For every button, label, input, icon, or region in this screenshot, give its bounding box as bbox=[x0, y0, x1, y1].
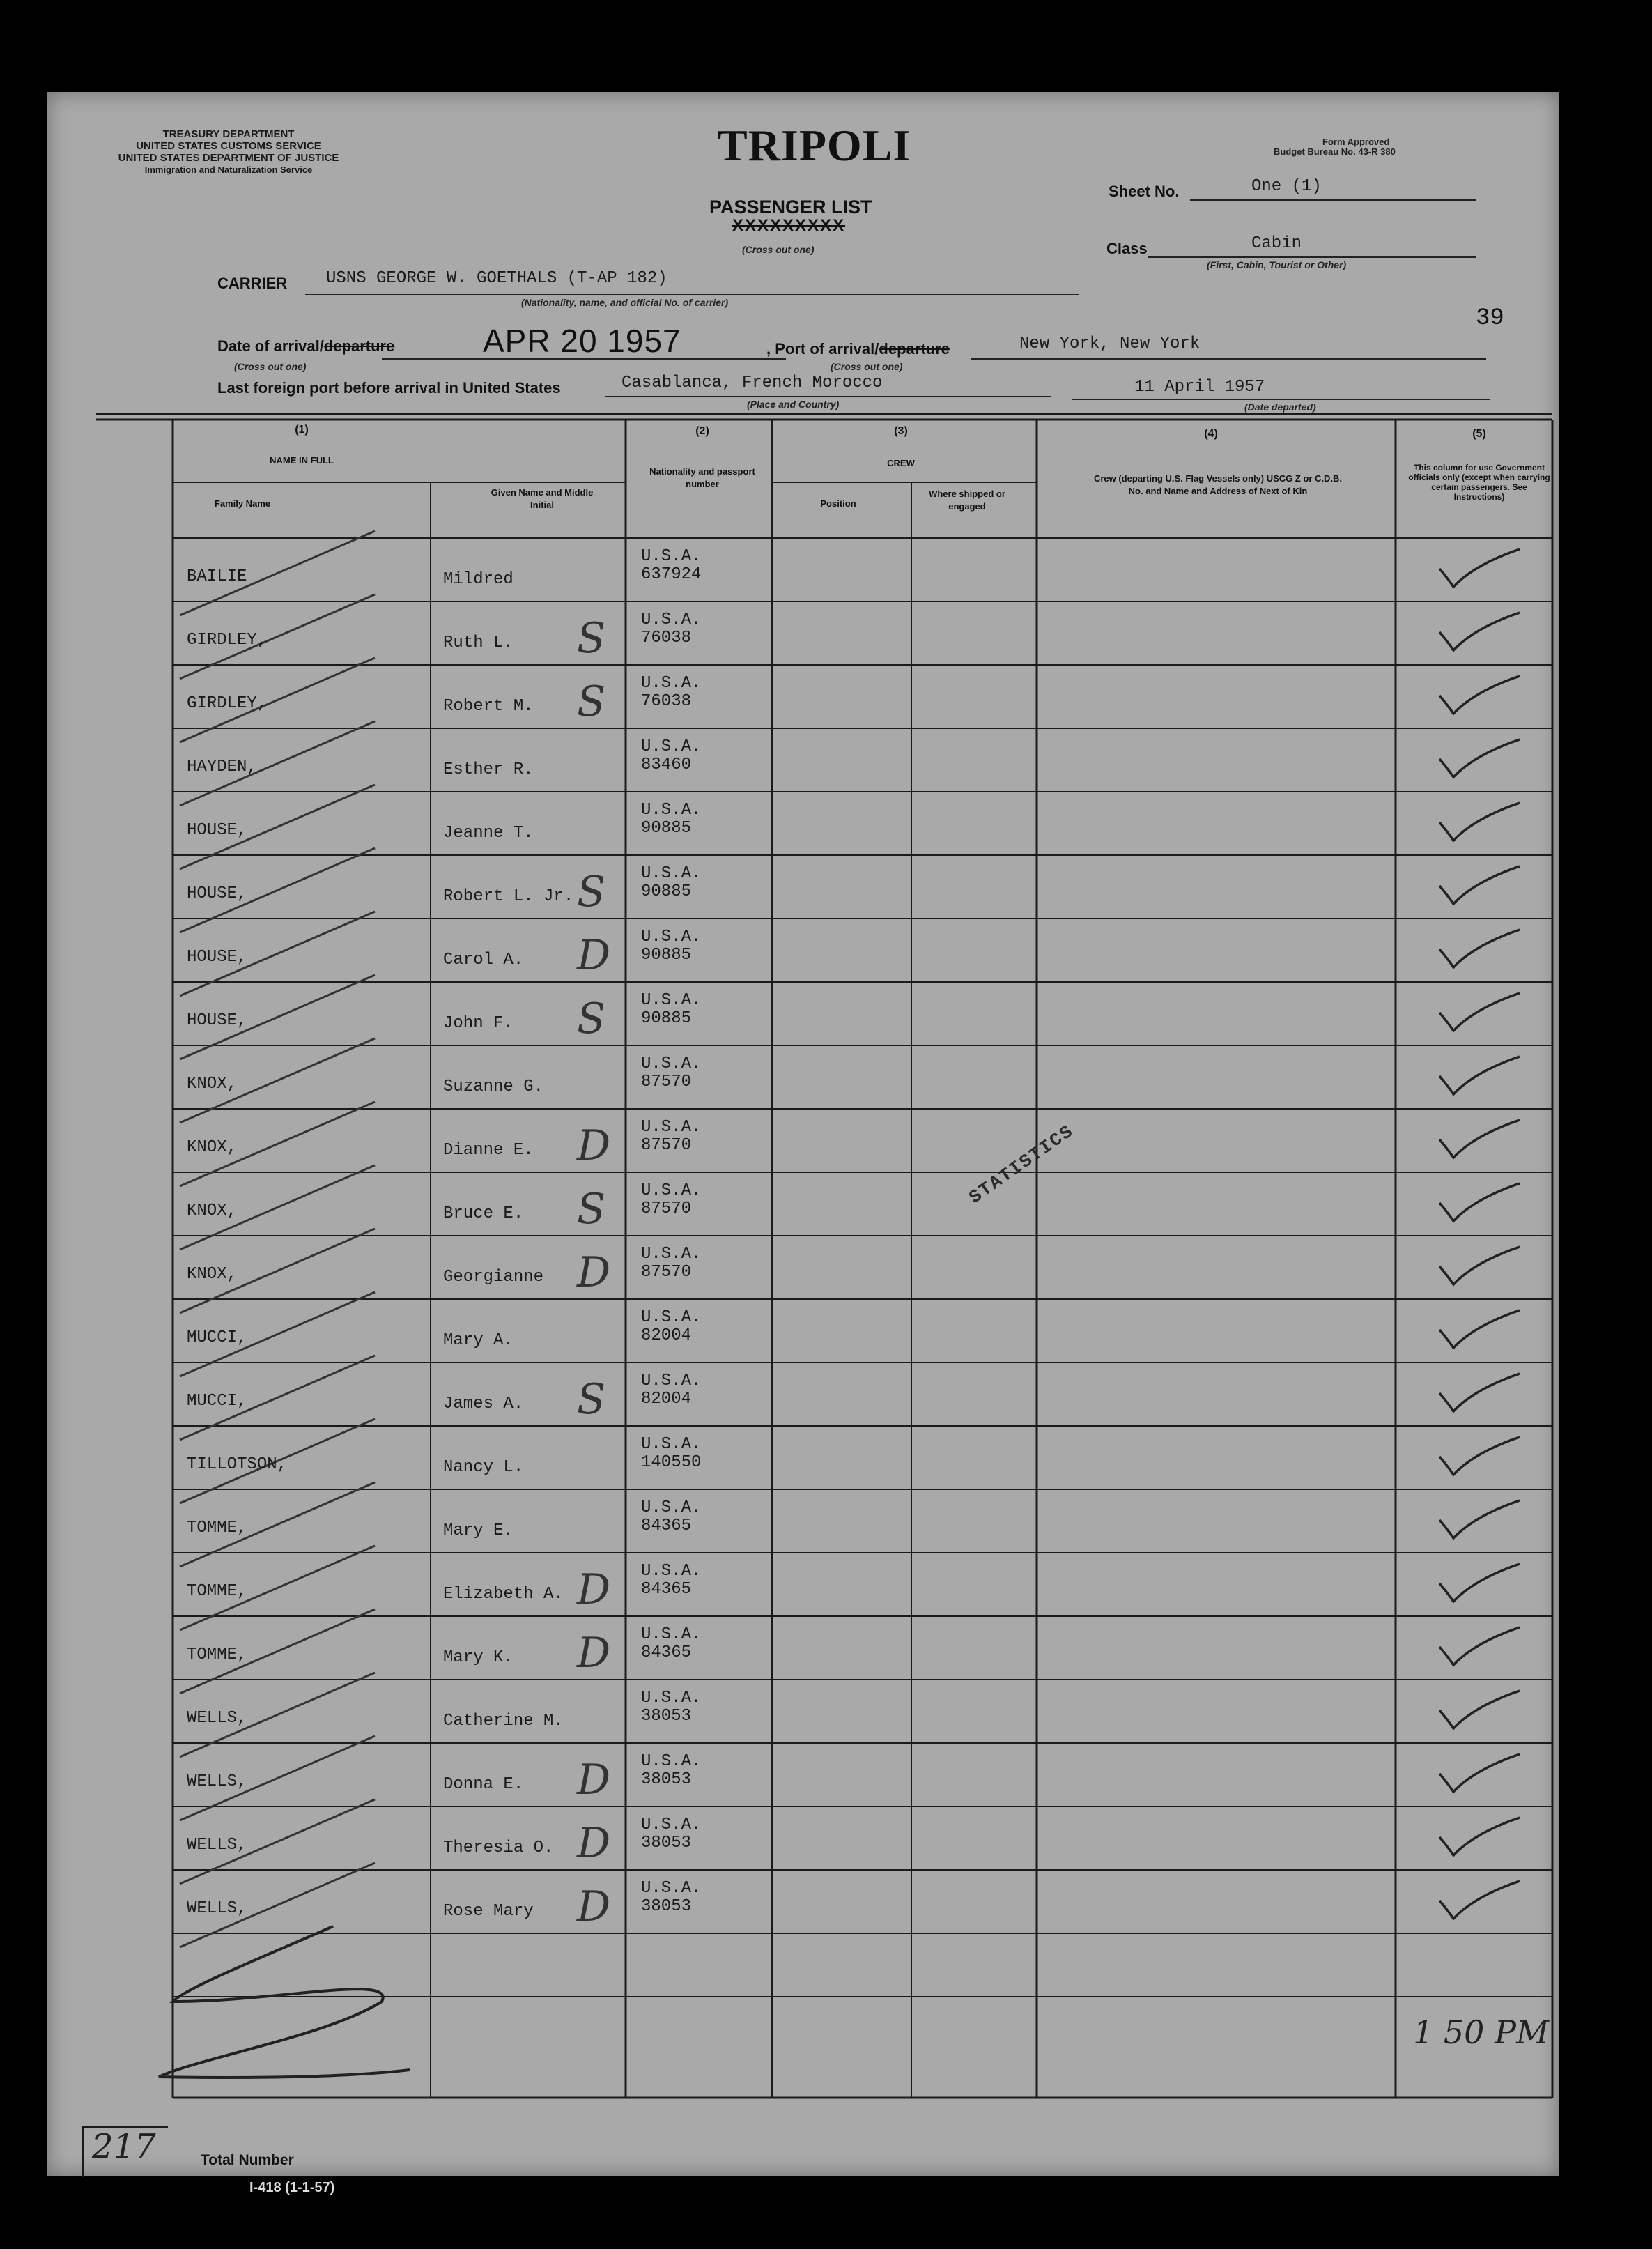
family-name-cell: KNOX, bbox=[187, 1202, 238, 1220]
document-sheet bbox=[47, 92, 1559, 2176]
family-name-cell: HAYDEN, bbox=[187, 758, 257, 776]
given-name-cell: John F. bbox=[443, 1014, 514, 1033]
family-name-cell: TOMME, bbox=[187, 1645, 247, 1664]
given-name-cell: Dianne E. bbox=[443, 1141, 534, 1160]
passport-number: 90885 bbox=[641, 819, 692, 838]
check-icon bbox=[1433, 1431, 1530, 1480]
nationality-text: U.S.A. bbox=[641, 1816, 702, 1834]
given-name-cell: Jeanne T. bbox=[443, 824, 534, 843]
form-approved: Form Approved bbox=[1322, 137, 1390, 147]
family-name-cell: MUCCI, bbox=[187, 1328, 247, 1347]
port-cross-hint: (Cross out one) bbox=[831, 361, 903, 372]
check-icon bbox=[1433, 1749, 1530, 1797]
col4-num: (4) bbox=[1204, 428, 1218, 440]
family-name-cell: WELLS, bbox=[187, 1709, 247, 1728]
nationality-text: U.S.A. bbox=[641, 1625, 702, 1644]
family-name-cell: WELLS, bbox=[187, 1836, 247, 1855]
table-row bbox=[47, 1109, 1559, 1172]
given-name-cell: Theresia O. bbox=[443, 1839, 554, 1857]
nationality-text: U.S.A. bbox=[641, 1435, 702, 1454]
passport-number: 82004 bbox=[641, 1326, 692, 1345]
passport-number: 38053 bbox=[641, 1770, 692, 1789]
handwritten-mark: S bbox=[577, 995, 606, 1043]
given-name-cell: Robert L. Jr. bbox=[443, 887, 574, 906]
nationality-cell bbox=[641, 1119, 701, 1155]
nationality-cell bbox=[641, 1499, 701, 1535]
nationality-text: U.S.A. bbox=[641, 1181, 702, 1200]
dept-line-1: TREASURY DEPARTMENT bbox=[162, 128, 295, 140]
nationality-text: U.S.A. bbox=[641, 737, 702, 756]
family-name-cell: TILLOTSON, bbox=[187, 1455, 288, 1474]
nationality-text: U.S.A. bbox=[641, 547, 702, 566]
given-name-cell: Catherine M. bbox=[443, 1712, 564, 1730]
nationality-cell bbox=[641, 1626, 701, 1662]
port-struck: departure bbox=[879, 340, 950, 358]
nationality-text: U.S.A. bbox=[641, 1879, 702, 1898]
form-number: I-418 (1-1-57) bbox=[249, 2180, 335, 2195]
passport-number: 140550 bbox=[641, 1453, 702, 1472]
nationality-cell bbox=[641, 1880, 701, 1916]
given-name-cell: Elizabeth A. bbox=[443, 1585, 564, 1604]
check-icon bbox=[1433, 544, 1530, 592]
table-row bbox=[47, 792, 1559, 855]
nationality-cell bbox=[641, 1055, 701, 1091]
family-name-cell: HOUSE, bbox=[187, 948, 247, 967]
handwritten-mark: S bbox=[577, 1185, 606, 1234]
check-icon bbox=[1433, 1622, 1530, 1671]
family-name-cell: KNOX, bbox=[187, 1265, 238, 1284]
check-icon bbox=[1433, 1875, 1530, 1924]
struck-word: XXXXXXXXX bbox=[732, 216, 846, 235]
passport-number: 38053 bbox=[641, 1897, 692, 1916]
handwritten-mark: D bbox=[577, 931, 611, 980]
handwritten-mark: S bbox=[577, 614, 606, 663]
given-name-cell: Nancy L. bbox=[443, 1458, 524, 1477]
given-name-cell: Bruce E. bbox=[443, 1204, 524, 1223]
handwritten-mark: D bbox=[577, 1629, 611, 1678]
handwritten-mark: D bbox=[577, 1121, 611, 1170]
last-port-value: Casablanca, French Morocco bbox=[622, 374, 883, 392]
port-label-text: , Port of arrival/ bbox=[766, 340, 879, 358]
nationality-cell bbox=[641, 1436, 701, 1472]
place-hint: (Place and Country) bbox=[747, 399, 840, 410]
family-name-cell: HOUSE, bbox=[187, 1011, 247, 1030]
nationality-cell bbox=[641, 1309, 701, 1345]
check-icon bbox=[1433, 988, 1530, 1036]
check-icon bbox=[1433, 1114, 1530, 1163]
given-name-cell: Esther R. bbox=[443, 760, 534, 779]
check-icon bbox=[1433, 1685, 1530, 1734]
total-number-label: Total Number bbox=[201, 2152, 294, 2168]
date-departed-hint: (Date departed) bbox=[1244, 401, 1316, 413]
statistics-stamp-text: STATISTICS bbox=[965, 1121, 1078, 1208]
col1-num: (1) bbox=[295, 424, 309, 436]
given-name-cell: Georgianne bbox=[443, 1268, 544, 1287]
nationality-cell bbox=[641, 1689, 701, 1726]
family-name-cell: GIRDLEY, bbox=[187, 631, 268, 650]
table-row bbox=[47, 665, 1559, 728]
where-shipped-header: Where shipped or engaged bbox=[929, 489, 1005, 512]
last-port-label: Last foreign port before arrival in United States bbox=[217, 379, 561, 397]
check-icon bbox=[1433, 1241, 1530, 1290]
nationality-cell bbox=[641, 1182, 701, 1218]
nationality-cell bbox=[641, 1563, 701, 1599]
given-name-cell: Rose Mary bbox=[443, 1902, 534, 1921]
cross-out-hint: (Cross out one) bbox=[742, 244, 815, 255]
given-name-cell: James A. bbox=[443, 1395, 524, 1413]
nationality-cell bbox=[641, 611, 701, 647]
passport-number: 82004 bbox=[641, 1390, 692, 1408]
check-icon bbox=[1433, 924, 1530, 973]
nationality-cell bbox=[641, 1245, 701, 1282]
check-icon bbox=[1433, 1051, 1530, 1100]
page-number: 39 bbox=[1476, 305, 1504, 332]
passport-number: 87570 bbox=[641, 1199, 692, 1218]
family-name-cell: KNOX, bbox=[187, 1138, 238, 1157]
nationality-cell bbox=[641, 738, 701, 774]
col3-num: (3) bbox=[894, 425, 908, 437]
check-icon bbox=[1433, 1368, 1530, 1417]
check-icon bbox=[1433, 734, 1530, 783]
check-icon bbox=[1433, 1558, 1530, 1607]
family-name-cell: WELLS, bbox=[187, 1772, 247, 1791]
nationality-text: U.S.A. bbox=[641, 1689, 702, 1707]
given-name-header: Given Name and Middle Initial bbox=[491, 487, 594, 510]
passport-number: 90885 bbox=[641, 1009, 692, 1028]
table-row bbox=[47, 1806, 1559, 1870]
nationality-text: U.S.A. bbox=[641, 1118, 702, 1137]
passport-number: 84365 bbox=[641, 1580, 692, 1599]
table-row bbox=[47, 1616, 1559, 1680]
given-name-cell: Mary A. bbox=[443, 1331, 514, 1350]
dept-line-4: Immigration and Naturalization Service bbox=[144, 164, 313, 175]
col1-title: NAME IN FULL bbox=[270, 455, 334, 466]
given-name-cell: Suzanne G. bbox=[443, 1077, 544, 1096]
crew-header: CREW bbox=[887, 458, 915, 468]
nationality-text: U.S.A. bbox=[641, 1308, 702, 1327]
table-row bbox=[47, 538, 1559, 601]
dept-line-3: UNITED STATES DEPARTMENT OF JUSTICE bbox=[118, 152, 339, 164]
check-icon bbox=[1433, 797, 1530, 846]
nationality-text: U.S.A. bbox=[641, 1498, 702, 1517]
given-name-cell: Carol A. bbox=[443, 951, 524, 969]
table-row bbox=[47, 601, 1559, 665]
nationality-cell bbox=[641, 1753, 701, 1789]
handwritten-mark: D bbox=[577, 1756, 611, 1804]
family-name-cell: BAILIE bbox=[187, 567, 247, 586]
handwritten-mark: S bbox=[577, 1375, 606, 1424]
date-struck: departure bbox=[323, 337, 395, 355]
table-row bbox=[47, 1172, 1559, 1236]
nationality-text: U.S.A. bbox=[641, 801, 702, 820]
passport-number: 90885 bbox=[641, 882, 692, 901]
check-icon bbox=[1433, 861, 1530, 909]
table-row bbox=[47, 1045, 1559, 1109]
total-number-value: 217 bbox=[92, 2127, 156, 2166]
position-header: Position bbox=[820, 498, 856, 509]
check-icon bbox=[1433, 1812, 1530, 1861]
given-name-cell: Mary E. bbox=[443, 1521, 514, 1540]
given-name-cell: Mary K. bbox=[443, 1648, 514, 1667]
table-row bbox=[47, 1489, 1559, 1553]
family-name-cell: TOMME, bbox=[187, 1582, 247, 1601]
handwritten-mark: D bbox=[577, 1882, 611, 1931]
nationality-text: U.S.A. bbox=[641, 611, 702, 629]
check-icon bbox=[1433, 670, 1530, 719]
govt-desc-header: This column for use Government officials only (except when carrying certain passengers. See Instructions) bbox=[1408, 463, 1550, 502]
handwritten-mark: S bbox=[577, 868, 606, 916]
table-row bbox=[47, 1426, 1559, 1489]
table-row bbox=[47, 1299, 1559, 1363]
nationality-cell bbox=[641, 992, 701, 1028]
col5-num: (5) bbox=[1472, 428, 1486, 440]
check-icon bbox=[1433, 1178, 1530, 1227]
nationality-text: U.S.A. bbox=[641, 991, 702, 1010]
passport-number: 90885 bbox=[641, 946, 692, 965]
passport-number: 76038 bbox=[641, 692, 692, 711]
given-name-cell: Donna E. bbox=[443, 1775, 524, 1794]
table-row bbox=[47, 1553, 1559, 1616]
sheet-label: Sheet No. bbox=[1109, 183, 1180, 200]
nationality-text: U.S.A. bbox=[641, 674, 702, 693]
passport-number: 87570 bbox=[641, 1136, 692, 1155]
nationality-cell bbox=[641, 1372, 701, 1408]
passport-number: 76038 bbox=[641, 629, 692, 647]
family-name-cell: HOUSE, bbox=[187, 884, 247, 903]
nationality-cell bbox=[641, 865, 701, 901]
passport-number: 87570 bbox=[641, 1263, 692, 1282]
nationality-cell bbox=[641, 801, 701, 838]
nationality-cell bbox=[641, 675, 701, 711]
table-row bbox=[47, 855, 1559, 919]
nationality-text: U.S.A. bbox=[641, 1054, 702, 1073]
nationality-header: Nationality and passport number bbox=[649, 466, 755, 489]
table-row bbox=[47, 1680, 1559, 1743]
given-name-cell: Robert M. bbox=[443, 697, 534, 716]
check-icon bbox=[1433, 1305, 1530, 1353]
nationality-text: U.S.A. bbox=[641, 1245, 702, 1264]
family-name-cell: TOMME, bbox=[187, 1519, 247, 1537]
given-name-cell: Ruth L. bbox=[443, 634, 514, 652]
carrier-hint: (Nationality, name, and official No. of carrier) bbox=[521, 297, 729, 308]
table-row bbox=[47, 728, 1559, 792]
passport-number: 87570 bbox=[641, 1073, 692, 1091]
arrival-date-stamp: APR 20 1957 bbox=[483, 323, 681, 359]
table-row bbox=[47, 982, 1559, 1045]
passport-number: 38053 bbox=[641, 1834, 692, 1852]
col2-num: (2) bbox=[695, 425, 709, 437]
nationality-cell bbox=[641, 928, 701, 965]
family-name-cell: MUCCI, bbox=[187, 1392, 247, 1411]
nationality-cell bbox=[641, 1816, 701, 1852]
handwritten-mark: D bbox=[577, 1819, 611, 1868]
date-label-text: Date of arrival/ bbox=[217, 337, 324, 355]
handwritten-time: 1 50 PM bbox=[1413, 2013, 1550, 2051]
family-name-cell: WELLS, bbox=[187, 1899, 247, 1918]
table-row bbox=[47, 1870, 1559, 1933]
family-name-cell: HOUSE, bbox=[187, 821, 247, 840]
dept-line-2: UNITED STATES CUSTOMS SERVICE bbox=[136, 140, 321, 152]
class-value: Cabin bbox=[1251, 234, 1302, 253]
nationality-text: U.S.A. bbox=[641, 1562, 702, 1581]
nationality-text: U.S.A. bbox=[641, 1372, 702, 1390]
family-name-cell: KNOX, bbox=[187, 1075, 238, 1093]
table-row bbox=[47, 919, 1559, 982]
table-row bbox=[47, 1363, 1559, 1426]
budget-bureau: Budget Bureau No. 43-R 380 bbox=[1274, 146, 1396, 157]
nationality-text: U.S.A. bbox=[641, 1752, 702, 1771]
port-value: New York, New York bbox=[1019, 335, 1201, 353]
nationality-text: U.S.A. bbox=[641, 928, 702, 946]
carrier-value: USNS GEORGE W. GOETHALS (T-AP 182) bbox=[326, 269, 667, 288]
passenger-list-title: PASSENGER LIST bbox=[709, 197, 872, 217]
handwritten-mark: D bbox=[577, 1565, 611, 1614]
class-label: Class bbox=[1106, 240, 1148, 257]
nationality-cell bbox=[641, 548, 701, 584]
handwritten-mark: D bbox=[577, 1248, 611, 1297]
carrier-label: CARRIER bbox=[217, 275, 288, 292]
check-icon bbox=[1433, 1495, 1530, 1544]
passport-number: 38053 bbox=[641, 1707, 692, 1726]
passport-number: 84365 bbox=[641, 1643, 692, 1662]
handwritten-mark: S bbox=[577, 677, 606, 726]
class-hint: (First, Cabin, Tourist or Other) bbox=[1207, 259, 1347, 270]
nationality-text: U.S.A. bbox=[641, 864, 702, 883]
family-name-cell: GIRDLEY, bbox=[187, 694, 268, 713]
table-row bbox=[47, 1743, 1559, 1806]
passport-number: 84365 bbox=[641, 1517, 692, 1535]
passport-number: 83460 bbox=[641, 755, 692, 774]
date-departed-value: 11 April 1957 bbox=[1134, 378, 1265, 397]
date-cross-hint: (Cross out one) bbox=[234, 361, 307, 372]
check-icon bbox=[1433, 607, 1530, 656]
crew-desc-header: Crew (departing U.S. Flag Vessels only) USCG Z or C.D.B. No. and Name and Address of Next of Kin bbox=[1093, 473, 1343, 496]
family-name-header: Family Name bbox=[214, 498, 271, 509]
sheet-value: One (1) bbox=[1251, 177, 1322, 196]
table-row bbox=[47, 1236, 1559, 1299]
passport-number: 637924 bbox=[641, 565, 702, 584]
given-name-cell: Mildred bbox=[443, 570, 514, 589]
tripoli-stamp: TRIPOLI bbox=[718, 121, 911, 170]
